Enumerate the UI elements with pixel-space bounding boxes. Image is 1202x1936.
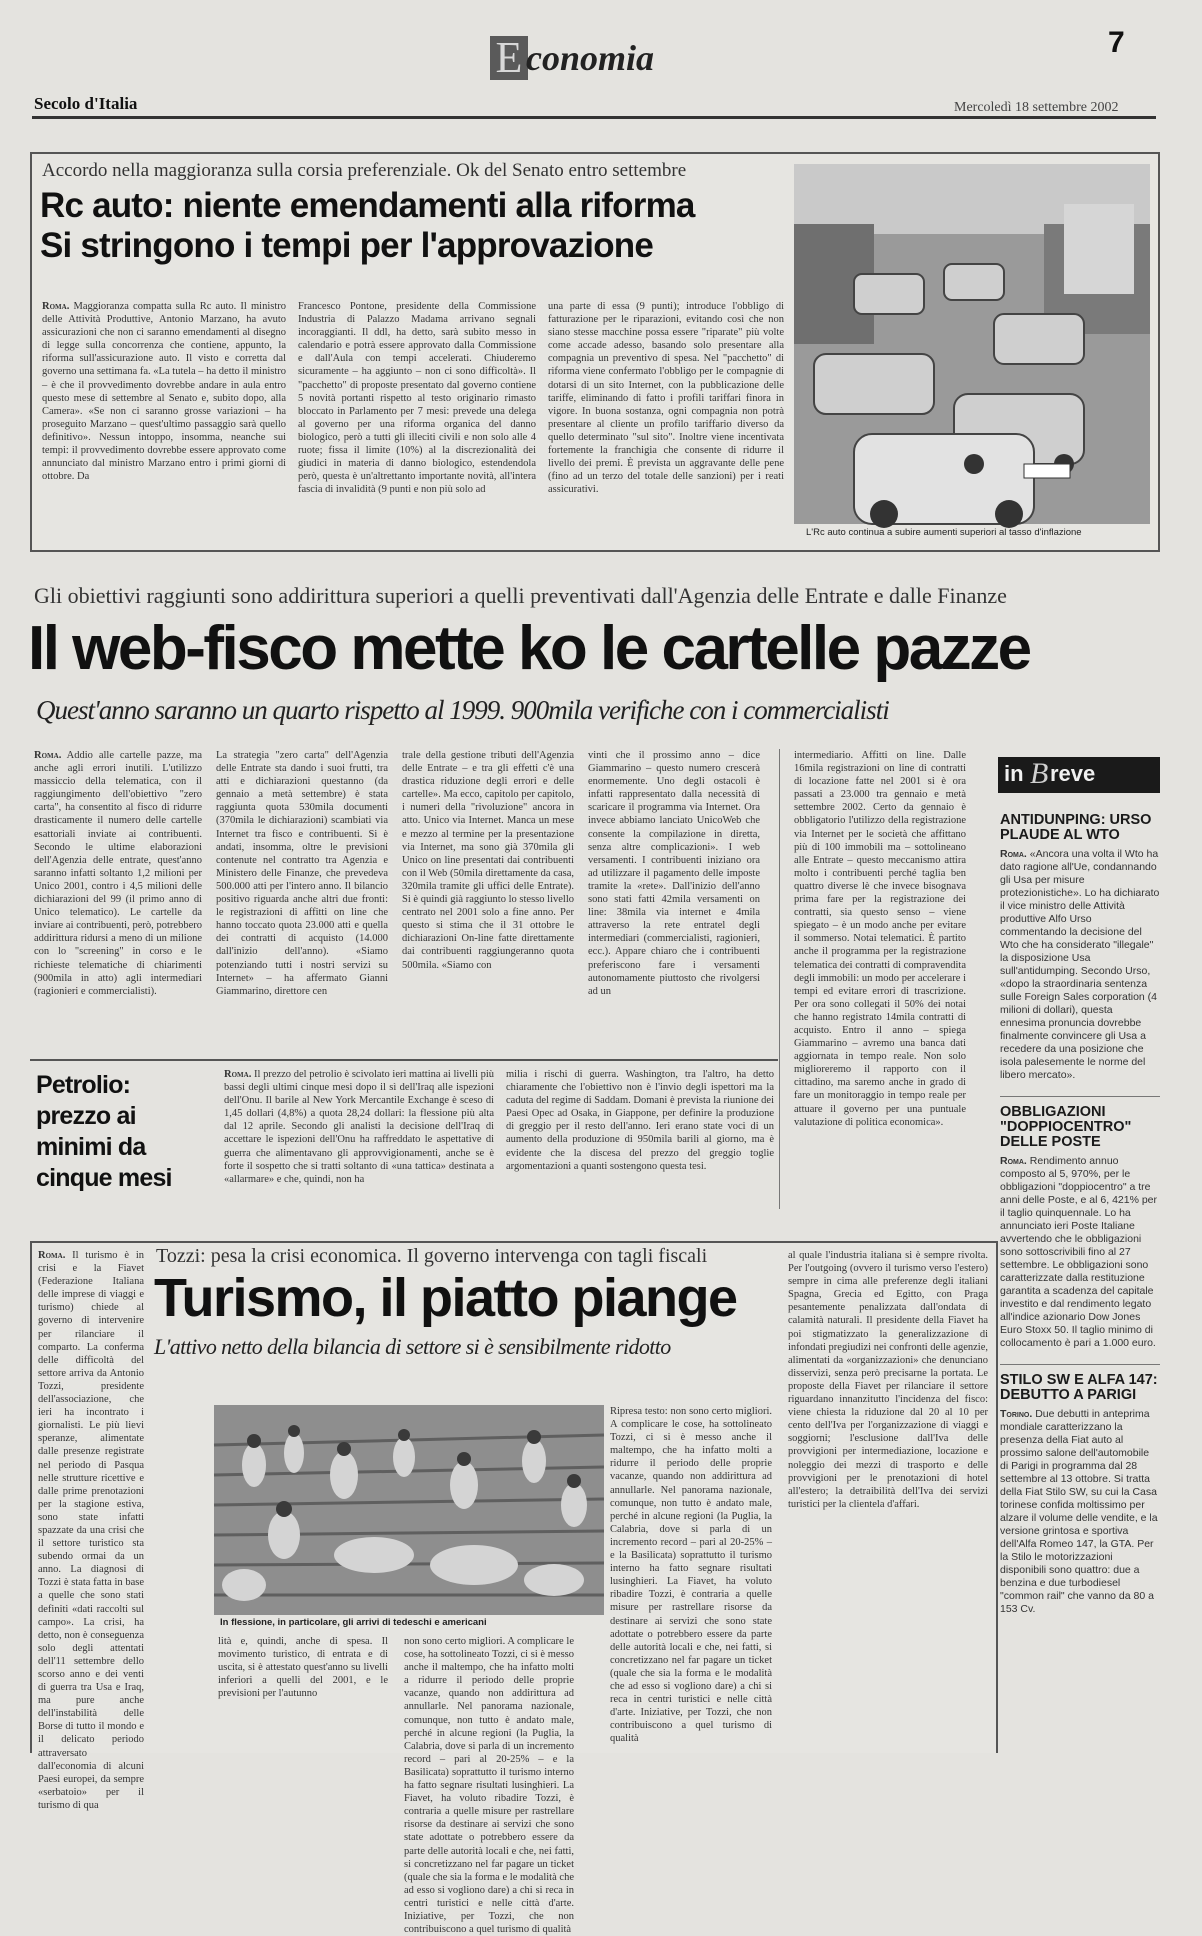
brief-text <box>1000 848 1160 1082</box>
article-column <box>38 1249 145 1811</box>
section-header <box>490 33 750 82</box>
article-kicker: Accordo nella maggioranza sulla corsia preferenziale. Ok del Senato entro settembre <box>42 160 687 181</box>
dateline: Roma. <box>34 750 62 761</box>
photo-caption: In flessione, in particolare, gli arrivi di tedeschi e americani <box>220 1617 487 1628</box>
section-initial: E <box>490 36 528 80</box>
column-divider <box>779 749 780 1209</box>
brief-title: ANTIDUNPING: URSO PLAUDE AL WTO <box>1000 812 1152 843</box>
dateline: Roma. <box>42 301 70 312</box>
brief-body: Rendimento annuo composto al 5, 970%, per le obbligazioni "doppiocentro" a tre anni delle Poste, e al 6, 421% per il taglio quinquennale. Lo ha annunciato ieri Poste Italiane avvertendo che le obbligazioni sono sottoscrivibili fino al 27 settembre. Le obbligazioni sono caratterizzate dalla restituzione garantita a scadenza del capitale investito e dal rendimento legato all'indice azionario Dow Jones Euro Stoxx 50. Il taglio minimo di collocamento è pari a 1.000 euro. <box>1000 1155 1158 1349</box>
dateline: Roma. <box>38 1250 66 1261</box>
sidebar-logo-in: in <box>1004 761 1024 786</box>
article-column: Ripresa testo: non sono certo migliori. A complicare le cose, ha sottolineato Tozzi, ci si è messo anche il maltempo, che ha infatto molti a ridurre il periodo delle proprie vacanze, quando non addirittura ad annullarle. Nel panorama nazionale, comunque, non tutto è andato male, perché in alcune regioni (la Puglia, la Calabria, dove si parla di un incremento record – pari al 20-25% – e la Basilicata) soprattutto il turismo interno ha fatto segnare risultati lusinghieri. La Fiavet, ha voluto ribadire Tozzi, è contraria a quelle misure per rastrellare risorse da destinare ai servizi che sono state adottate o potrebbero essere da parte delle autorità locali e che, nei fatti, si concretizzano nel far pagare un ticket (quale che sia la forma e le modalità che ad esso si vogliono dare) a chi si reca in centri turistici e nelle città d'arte. Iniziative, per Tozzi, che non contribuiscono a quel turismo di qualità <box>610 1406 772 1745</box>
article-text: Il turismo è in crisi e la Fiavet (Federazione Italiana delle imprese di viaggi e turismo) chiede al governo di intervenire per rilanciare il comparto. La conferma delle difficoltà del settore arriva da Antonio Tozzi, presidente dell'associazione, che ieri ha incontrato i giornalisti. Le più lievi speranze, alimentate dalle presenze registrate nel periodo di Pasqua nelle strutture ricettive e dalle prime prenotazioni per la stagione estiva, sono state infatti spazzate da una crisi che il settore turistico sta subendo ormai da un anno. La diagnosi di Tozzi è stata fatta in base a quelle che sono stati definiti «dati raccolti sul campo». La crisi, ha detto, non è conseguenza solo degli attentati dell'11 settembre dello scorso anno e dei venti di guerra tra Usa e Iraq, ma pure anche dell'instabilità delle Borse di tutto il mondo e il delicato periodo attraversato dall'economia di alcuni Paesi europei, da sempre «serbatoio» per il turismo di qua <box>38 1250 145 1811</box>
brief-title: OBBLIGAZIONI "DOPPIOCENTRO" DELLE POSTE <box>1000 1104 1132 1150</box>
article-text: La strategia "zero carta" dell'Agenzia delle Entrate sta dando i suoi frutti, tra atti e dichiarazioni questanno (da gennaio a metà settembre) è stata raggiunta quota 530mila documenti (370mila le dichiarazioni) scambiati via Internet tra fisco e contribuenti. Si è andati, insomma, oltre le previsioni contenute nel contratto tra Agenzia e Ministero delle Finanze, che prevedeva 500.000 atti per l'intero anno. Il bilancio positivo riguarda anche altri due fronti: le registrazioni di affitti on line che hanno toccato quota 23.000 atti e quella dei contratti di acquisto (14.000 dall'inizio dell'anno). «Siamo potenziando tutti i nostri servizi su Internet» – ha affermato Gianni Giammarino, direttore cen <box>216 750 388 997</box>
sidebar-in-breve <box>994 757 1164 1747</box>
sidebar-logo-b: B <box>1030 757 1049 790</box>
article-column <box>794 749 966 1215</box>
brief-body: Due debutti in anteprima mondiale caratterizzano la presenza della Fiat auto al prossimo salone dell'automobile di Parigi in programma dal 28 settembre al 13 ottobre. Si tratta della Fiat Stilo SW, su cui la Casa torinese confida moltissimo per alzare il volume delle vendite, e la versione grintosa e sportiva dell'Alfa Romeo 147, la GTA. Per la Stilo le motorizzazioni disponibili sono quattro: due a benzina e due turbodiesel "common rail" che vanno da 80 a 153 Cv. <box>1000 1408 1158 1615</box>
article-column <box>548 300 784 540</box>
article-column <box>298 300 536 540</box>
article-rc-auto <box>30 152 1160 552</box>
newspaper-name: Secolo d'Italia <box>34 94 138 113</box>
article-column <box>42 300 286 540</box>
brief-title: STILO SW E ALFA 147: DEBUTTO A PARIGI <box>1000 1372 1158 1403</box>
article-headline: Il web-fisco mette ko le cartelle pazze <box>28 614 1030 683</box>
dateline: Roma. <box>1000 1155 1027 1167</box>
article-headline: Petrolio: prezzo ai minimi da cinque mesi <box>36 1071 172 1192</box>
article-text: milia i rischi di guerra. Washington, tra l'altro, ha detto chiaramente che l'obiettivo non è l'invio degli ispettori ma la caduta del regime di Saddam. Domani è prevista la riunione dei Paesi Opec ad Osaka, in Giappone, per definire la produzione di greggio per il resto dell'anno. Ieri erano state voci di un aumento della produzione di 950mila barili al giorno, ma è evidente che la discesa del prezzo del greggio toglie argomentazioni a quanti sostengono questa tesi. <box>506 1069 774 1172</box>
brief-text <box>1000 1408 1160 1616</box>
article-column <box>588 749 760 1049</box>
article-text: non sono certo migliori. A complicare le cose, ha sottolineato Tozzi, ci si è messo anche il maltempo, che ha infatto molti a ridurre il periodo delle proprie vacanze, quando non addirittura ad annullarle. Nel panorama nazionale, comunque, non tutto è andato male, perché in alcune regioni (la Puglia, la Calabria, dove si parla di un incremento record – pari al 20-25% – e la Basilicata) soprattutto il turismo interno ha fatto segnare risultati lusinghieri. La Fiavet, ha voluto ribadire Tozzi, è contraria a quelle misure per rastrellare risorse da destinare ai servizi che sono state adottate o potrebbero essere da parte delle autorità locali e che, nei fatti, si concretizzano nel far pagare un ticket (quale che sia la forma e le modalità che ad esso si vogliono dare) a chi si reca in centri turistici e nelle città d'arte. Iniziative, per Tozzi, che non contribuiscono a quel turismo di qualità <box>404 1636 574 1936</box>
sidebar-logo <box>998 757 1160 793</box>
box-rule <box>30 1059 778 1061</box>
headline-line-1: Rc auto: niente emendamenti alla riforma <box>40 186 695 225</box>
article-subhead: L'attivo netto della bilancia di settore si è sensibilmente ridotto <box>154 1334 671 1359</box>
article-kicker: Gli obiettivi raggiunti sono addirittura superiori a quelli preventivati dall'Agenzia delle Entrate e dalle Finanze <box>34 583 1007 608</box>
photo-caption: L'Rc auto continua a subire aumenti superiori al tasso d'inflazione <box>806 527 1082 538</box>
article-text: intermediario. Affitti on line. Dalle 16mila registrazioni on line di contratti di locazione fatte nel 2001 si è ora passati a 23.000 tra gennaio e metà settembre 2002. Certo da gennaio è obbligatorio l'utilizzo della registrazione via Internet per le società che affittano più di 100 immobili ma – sottolineano alle Entrate – questo meccanismo attira molto i contribuenti perché taglia ben quattro diverse lè che invece bisognava prima fare per la registrazione dei contratti, sia questo senso – viene spiegato – è un modo anche per evitare il sommerso. Notai telematici. È partito anche il programma per la registrazione telematica dei contratti di compravendita degli immobili: un modo per accelerare i tempi ed evitare errori di trascrizione. Per ora sono collegati il 50% dei notai che hanno registrato 14mila contratti di acquisto. Entro il anno – spiega Giammarino – avremo una banca dati aggiornata in tempo reale. Non solo miglioreremo il rapporto con il cittadino, ma saremo anche in grado di fare un monitoraggio in tempo reale per attuare il governo per una puntuale valutazione di politica economica». <box>794 750 967 1128</box>
article-text: vinti che il prossimo anno – dice Giammarino – questo numero crescerà enormemente. Uno degli ostacoli è infatti rappresentato dalla necessità di scaricare il programma via Internet. Ora invece abbiamo lanciato UnicoWeb che consente la compilazione in diretta, senza altre complicazioni». I web versamenti. I contribuenti iniziano ora ad utilizzare il pagamento delle imposte tramite la «rete». Dall'inizio dell'anno sono stati fatti 42mila versamenti on line: 38mila via internet e 4mila attraverso la rete entratel degli intermediari (commercialisti, ragionieri, ecc.). Appare chiaro che i contribuenti preferiscono fare i versamenti autonomamente piuttosto che rivolgersi ad un <box>588 750 760 997</box>
article-text: non sono certo migliori. A complicare le cose, ha sottolineato Tozzi, ci si è messo anche il maltempo, che ha infatto molti a ridurre il periodo delle proprie vacanze, quando non addirittura ad annullarle. Nel panorama nazionale, comunque, non tutto è andato male, perché in alcune regioni (la Puglia, la Calabria, dove si parla di un incremento record – pari al 20-25% – e la Basilicata) soprattutto il turismo interno ha fatto segnare risultati lusinghieri. La Fiavet, ha voluto ribadire Tozzi, è contraria a quelle misure per rastrellare risorse da destinare ai servizi che sono state adottate o potrebbero essere da parte delle autorità locali e che, nei fatti, si concretizzano nel far pagare un ticket (quale che sia la forma e le modalità che ad esso si vogliono dare) a chi si reca in centri turistici e nelle città d'arte. Iniziative, per Tozzi, che non contribuiscono a quel turismo di qualità <box>610 1406 772 1745</box>
article-column <box>216 749 388 1049</box>
issue-date: Mercoledì 18 settembre 2002 <box>954 100 1119 115</box>
dateline: Roma. <box>224 1069 252 1080</box>
article-text: lità e, quindi, anche di spesa. Il movimento turistico, di entrata e di uscita, si è attestato quest'anno su livelli inferiori a quelli del 2001, e le previsioni per l'autunno <box>218 1636 388 1700</box>
sidebar-logo-rest: reve <box>1050 761 1096 786</box>
article-column <box>224 1068 494 1218</box>
article-column <box>34 749 202 1049</box>
article-headline: Turismo, il piatto piange <box>154 1268 737 1328</box>
article-text: Maggioranza compatta sulla Rc auto. Il ministro delle Attività Produttive, Antonio Marzano, ha avuto assicurazioni che non ci saranno emendamenti al disegno di legge sulla concorrenza che contiene, appunto, la riforma sull'assicurazione auto. Il visto e corretta dal governo una settimana fa. «La tutela – ha detto il ministro – è che il provvedimento dovrebbe andare in aula entro questo mese di settembre al Senato e, subito dopo, alla Camera». «Se non ci saranno grosse variazioni – ha proseguito Marzano – quest'ultimo passaggio sarà quello definitivo». Nessun intoppo, insomma, neanche sui tempi: il provvedimento dovrebbe essere approvato come annunciato dal ministro Marzano entro i primi giorni di ottobre. Da <box>42 301 286 483</box>
page-number: 7 <box>1108 26 1125 59</box>
brief-body: «Ancora una volta il Wto ha dato ragione all'Ue, condannando gli Usa per misure protezionistiche». Lo ha dichiarato il vice ministro delle Attività produttive Alfo Urso commentando la decisione del Wto che ha considerato "illegale" la disposizione Usa sull'antidumping. Secondo Urso, «dopo la straordinaria sentenza sulle Foreign Sales corporation (4 milioni di dollari), questa ennesima pronuncia dovrebbe finalmente convincere gli Usa a recedere da una posizione che isola palesemente le norme del libero mercato». <box>1000 848 1160 1081</box>
article-text: Il prezzo del petrolio è scivolato ieri mattina ai livelli più bassi degli ultimi cinque mesi dopo il sì dell'Iraq alle ispezioni dell'Onu. Il barile al New York Mercantile Exchange è sceso di 1,45 dollari (4,8%) a quota 28,24 dollari: la flessione più alta dal 12 aprile. Secondo gli analisti la decisione dell'Iraq di accettare le ispezioni dell'Onu ha raffreddato le aspettative di guerra che alimentavano gli approvvigionamenti, anche se è forte il sospetto che si tratti soltanto di «una tattica» destinata a «allarmare» e che, quindi, non ha <box>224 1069 495 1185</box>
article-column <box>402 749 574 1049</box>
article-column <box>218 1635 388 1749</box>
article-text: Francesco Pontone, presidente della Commissione Industria di Palazzo Madama arrivano segnali incoraggianti. Il ddl, ha detto, sarà subito messo in calendario e potrà essere approvato dalla Commissione e dall'Aula con tempi accelerati. Chiuderemo sicuramente – ha aggiunto – non ci sono difficoltà». Il "pacchetto" di proposte presentato dal governo contiene 5 novità portanti rispetto al testo originario rimasto bloccato in Parlamento per 7 mesi: prevede una delega al governo per una riforma organica del danno biologico, però a tutti gli illeciti civili e non solo alle 4 ruote; fissa il limite (10%) al la discrezionalità dei giudici in materia di danno biologico, estendendola però, questa è un'altrettanto importante novità, all'intera fascia di invalidità (9 punti e non più solo ad <box>298 301 536 496</box>
article-column <box>506 1068 774 1218</box>
section-title: conomia <box>526 38 655 78</box>
article-column <box>788 1249 988 1749</box>
article-subhead: Quest'anno saranno un quarto rispetto al 1999. 900mila verifiche con i commercialisti <box>36 695 889 725</box>
article-kicker: Tozzi: pesa la crisi economica. Il governo intervenga con tagli fiscali <box>156 1245 708 1267</box>
article-text: al quale l'industria italiana si è sempre rivolta. Per l'outgoing (ovvero il turismo verso l'estero) sempre in cima alle preferenze degli italiani Spagna, Grecia ed Egitto, con Praga pesantemente penalizzata dall'ondata di calamità naturali. Il presidente della Fiavet ha poi stigmatizzato la generalizzazione di infondati pregiudizi nei confronti delle agenzie, alimentati da «organizzazioni» che denunciano disservizi, senza però precisarne la portata. Le proposte della Fiavet per rilanciare il settore riguardano innanzitutto l'incidenza del fisco: viene chiesta la riduzione dal 20 al 10 per cento dell'Iva per l'organizzazione di viaggi e soggiorni; l'esclusione dall'Iva delle provvigioni per intermediazione, locazione e noleggio dei mezzi di trasporto e delle provvigioni per le prenotazioni di hotel all'estero; la detraibilità dell'Iva dei servizi turistici per la clientela d'affari. <box>788 1250 989 1510</box>
dateline: Roma. <box>1000 848 1027 860</box>
brief-divider <box>1000 1364 1160 1365</box>
article-column <box>404 1635 574 1936</box>
traffic-photo <box>794 164 1150 524</box>
masthead-rule <box>32 116 1156 119</box>
article-headline <box>40 186 800 266</box>
article-text: Addio alle cartelle pazze, ma anche agli errori inutili. L'utilizzo massiccio della telematica, con il raggiungimento dell'obiettivo "zero carta", ha consentito al fisco di ridurre drasticamente il numero delle cartelle esattoriali inviate ai contribuenti. Secondo le ultime elaborazioni dell'Agenzia delle entrate, quest'anno saranno infatti soltanto 1,2 milioni per Unico 2001, contro i 4,5 milioni delle dichiarazioni del 99 (il primo anno di Unico telematico). Le cartelle da inviare ai contribuenti, però, potrebbero addirittura ridursi a meno di un milione con lo "screening" in corso e le richieste telematiche di chiarimenti (900mila in atto) agli intermediari (ragionieri e commercialisti). <box>34 750 202 997</box>
brief-text <box>1000 1155 1160 1350</box>
article-turismo <box>30 1241 998 1936</box>
article-text: trale della gestione tributi dell'Agenzia delle Entrate – e tra gli effetti c'è una drastica riduzione degli errori e delle cartelle». Ma ecco, capitolo per capitolo, i numeri della "rivoluzione" ancora in atto. Unico via Internet. Manca un mese e mezzo al termine per la presentazione via Internet, ma sono già 370mila gli Unico on line presentati dai contribuenti con il Web (50mila direttamente da casa, 320mila tramite gli uffici delle Entrate). Si è quindi già raggiunto lo stesso livello centrato nel 2001 solo a fine anno. Per questo si stima che il 31 ottobre le dichiarazioni On-line fatte direttamente dai contribuenti raggiungeranno quota 500mila. «Siamo con <box>402 750 574 971</box>
article-text: una parte di essa (9 punti); introduce l'obbligo di fatturazione per le riparazioni, evitando così che non siano stesse macchine possa essere "riparate" più volte come accade adesso, basando solo presentare alla compagnia un preventivo di spesa. Nel "pacchetto" di riforma viene confermato l'obbligo per le compagnie di dotarsi di un sito Internet, con la pubblicazione delle tariffe, eliminando di fatto i profili tariffari finora in vigore. In buona sostanza, ogni compagnia non potrà presentare al cliente un profilo tariffario diverso da quello determinato "sul sito". Inoltre viene incentivata fortemente la franchigia che consente di ridurre il livello dei premi. È prevista un aggravante delle pene (fino ad un terzo del totale delle sanzioni) per i reati assicurativi. <box>548 301 784 496</box>
dateline: Torino. <box>1000 1408 1033 1420</box>
brief-divider <box>1000 1096 1160 1097</box>
headline-line-2: Si stringono i tempi per l'approvazione <box>40 226 654 265</box>
tourists-photo <box>214 1405 604 1615</box>
